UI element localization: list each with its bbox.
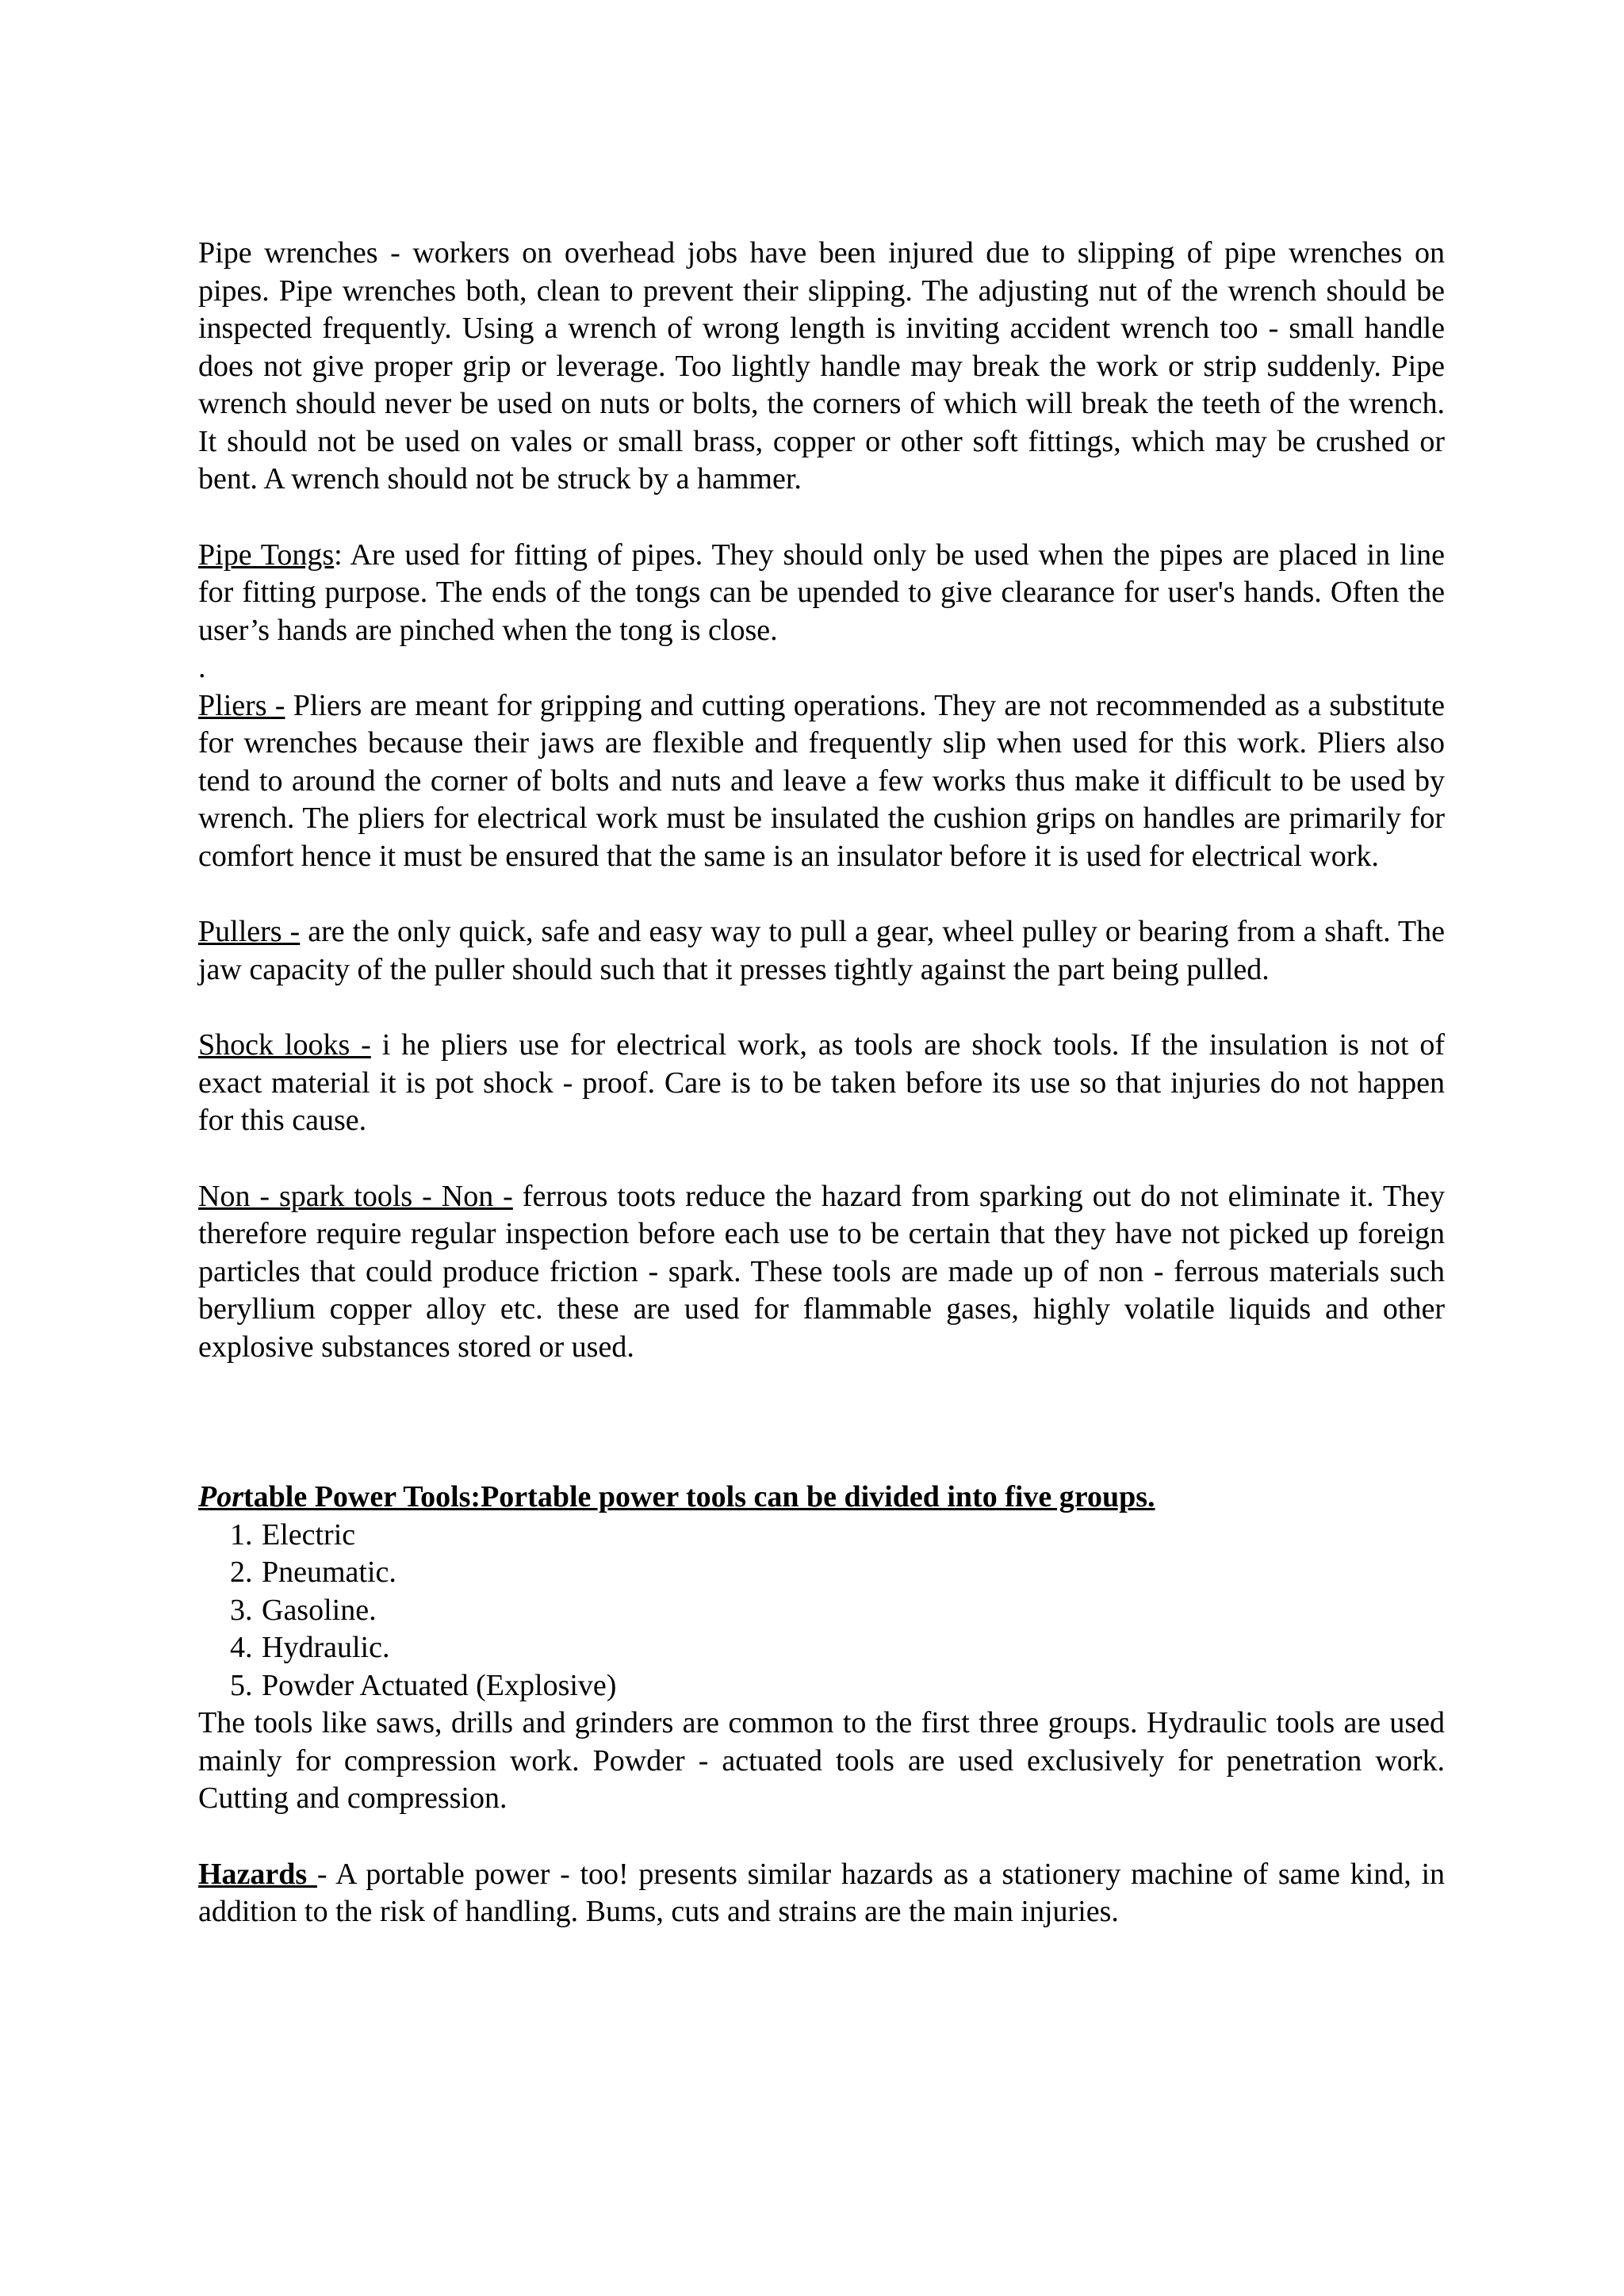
spacer bbox=[198, 989, 1445, 1027]
document-page bbox=[198, 235, 1445, 1931]
pipe-wrenches-text: Pipe wrenches - workers on overhead jobs have been injured due to slipping of pipe wrenches on pipes. Pipe wrenches both, clean to prevent their slipping. The adjusting nut of the wrench should be inspected frequently. Using a wrench of wrong length is inviting accident wrench too - small handle does not give proper grip or leverage. Too lightly handle may break the work or strip suddenly. Pipe wrench should never be used on nuts or bolts, the corners of which will break the teeth of the wrench. It should not be used on vales or small brass, copper or other soft fittings, which may be crushed or bent. A wrench should not be struck by a hammer. bbox=[198, 236, 1445, 496]
spacer bbox=[198, 499, 1445, 537]
list-item-number: 1. bbox=[230, 1517, 253, 1552]
pipe-wrenches-paragraph bbox=[198, 235, 1445, 499]
list-item-label: Electric bbox=[262, 1517, 356, 1552]
tool-groups-list bbox=[198, 1517, 1445, 1705]
pullers-paragraph bbox=[198, 913, 1445, 989]
shock-looks-term: Shock looks - bbox=[198, 1028, 371, 1062]
pipe-tongs-paragraph bbox=[198, 537, 1445, 650]
pullers-text: are the only quick, safe and easy way to pull a gear, wheel pulley or bearing from a shaft. The jaw capacity of the puller should such that it presses tightly against the part being pulled. bbox=[198, 915, 1445, 986]
heading-lead: Por bbox=[198, 1480, 243, 1513]
pipe-tongs-text: : Are used for fitting of pipes. They should only be used when the pipes are placed in line for fitting purpose. The ends of the tongs can be upended to give clearance for user's hands. Often the user’s hands are pinched when the tong is close. bbox=[198, 538, 1446, 647]
pullers-term: Pullers - bbox=[198, 915, 301, 948]
hazards-paragraph bbox=[198, 1856, 1445, 1931]
list-item bbox=[230, 1554, 1445, 1592]
list-item bbox=[230, 1517, 1445, 1555]
spacer bbox=[198, 1818, 1445, 1856]
list-item-number: 5. bbox=[230, 1668, 253, 1702]
spacer bbox=[198, 1140, 1445, 1178]
pliers-text: Pliers are meant for gripping and cutting operations. They are not recommended as a substitute for wrenches because their jaws are flexible and frequently slip when used for this work. Pliers also tend to around the corner of bolts and nuts and leave a few works thus make it difficult to be used by wrench. The pliers for electrical work must be insulated the cushion grips on handles are primarily for comfort hence it must be ensured that the same is an insulator before it is used for electrical work. bbox=[198, 688, 1445, 873]
heading-rest: table Power Tools:Portable power tools can be divided into five groups. bbox=[243, 1480, 1155, 1513]
list-item-label: Powder Actuated (Explosive) bbox=[262, 1668, 617, 1702]
list-item-label: Pneumatic. bbox=[262, 1556, 396, 1589]
groups-note-paragraph: The tools like saws, drills and grinders are common to the first three groups. Hydraulic tools are used mainly for compression work. Powder - actuated tools are used exclusively for penetration work. Cutting and compression. bbox=[198, 1706, 1445, 1815]
spacer bbox=[198, 1366, 1445, 1479]
spacer bbox=[198, 875, 1445, 913]
non-spark-text: ferrous toots reduce the hazard from sparking out do not eliminate it. They therefore require regular inspection before each use to be certain that they have not picked up foreign particles that could produce friction - spark. These tools are made up of non - ferrous materials such beryllium copper alloy etc. these are used for flammable gases, highly volatile liquids and other explosive substances stored or used. bbox=[198, 1179, 1445, 1364]
pipe-tongs-term: Pipe Tongs bbox=[198, 538, 335, 572]
list-item bbox=[230, 1592, 1445, 1630]
list-item bbox=[230, 1629, 1445, 1667]
non-spark-paragraph bbox=[198, 1178, 1445, 1367]
shock-looks-text: i he pliers use for electrical work, as tools are shock tools. If the insulation is not of exact material it is pot shock - proof. Care is to be taken before its use so that injuries do not happen for this cause. bbox=[198, 1028, 1445, 1137]
list-item-number: 2. bbox=[230, 1556, 253, 1589]
list-item-number: 3. bbox=[230, 1593, 253, 1627]
shock-looks-paragraph bbox=[198, 1027, 1445, 1140]
portable-power-tools-heading bbox=[198, 1479, 1445, 1517]
stray-dot: . bbox=[198, 651, 206, 684]
hazards-text: - A portable power - too! presents similar hazards as a stationery machine of same kind, in addition to the risk of handling. Bums, cuts and strains are the main injuries. bbox=[198, 1857, 1445, 1928]
list-item-label: Gasoline. bbox=[262, 1593, 377, 1627]
hazards-term: Hazards bbox=[198, 1857, 317, 1891]
pliers-paragraph bbox=[198, 687, 1445, 876]
list-item-label: Hydraulic. bbox=[262, 1631, 390, 1664]
list-item bbox=[230, 1667, 1445, 1705]
list-item-number: 4. bbox=[230, 1631, 253, 1664]
non-spark-term: Non - spark tools - Non - bbox=[198, 1179, 513, 1213]
pliers-term: Pliers - bbox=[198, 688, 285, 722]
